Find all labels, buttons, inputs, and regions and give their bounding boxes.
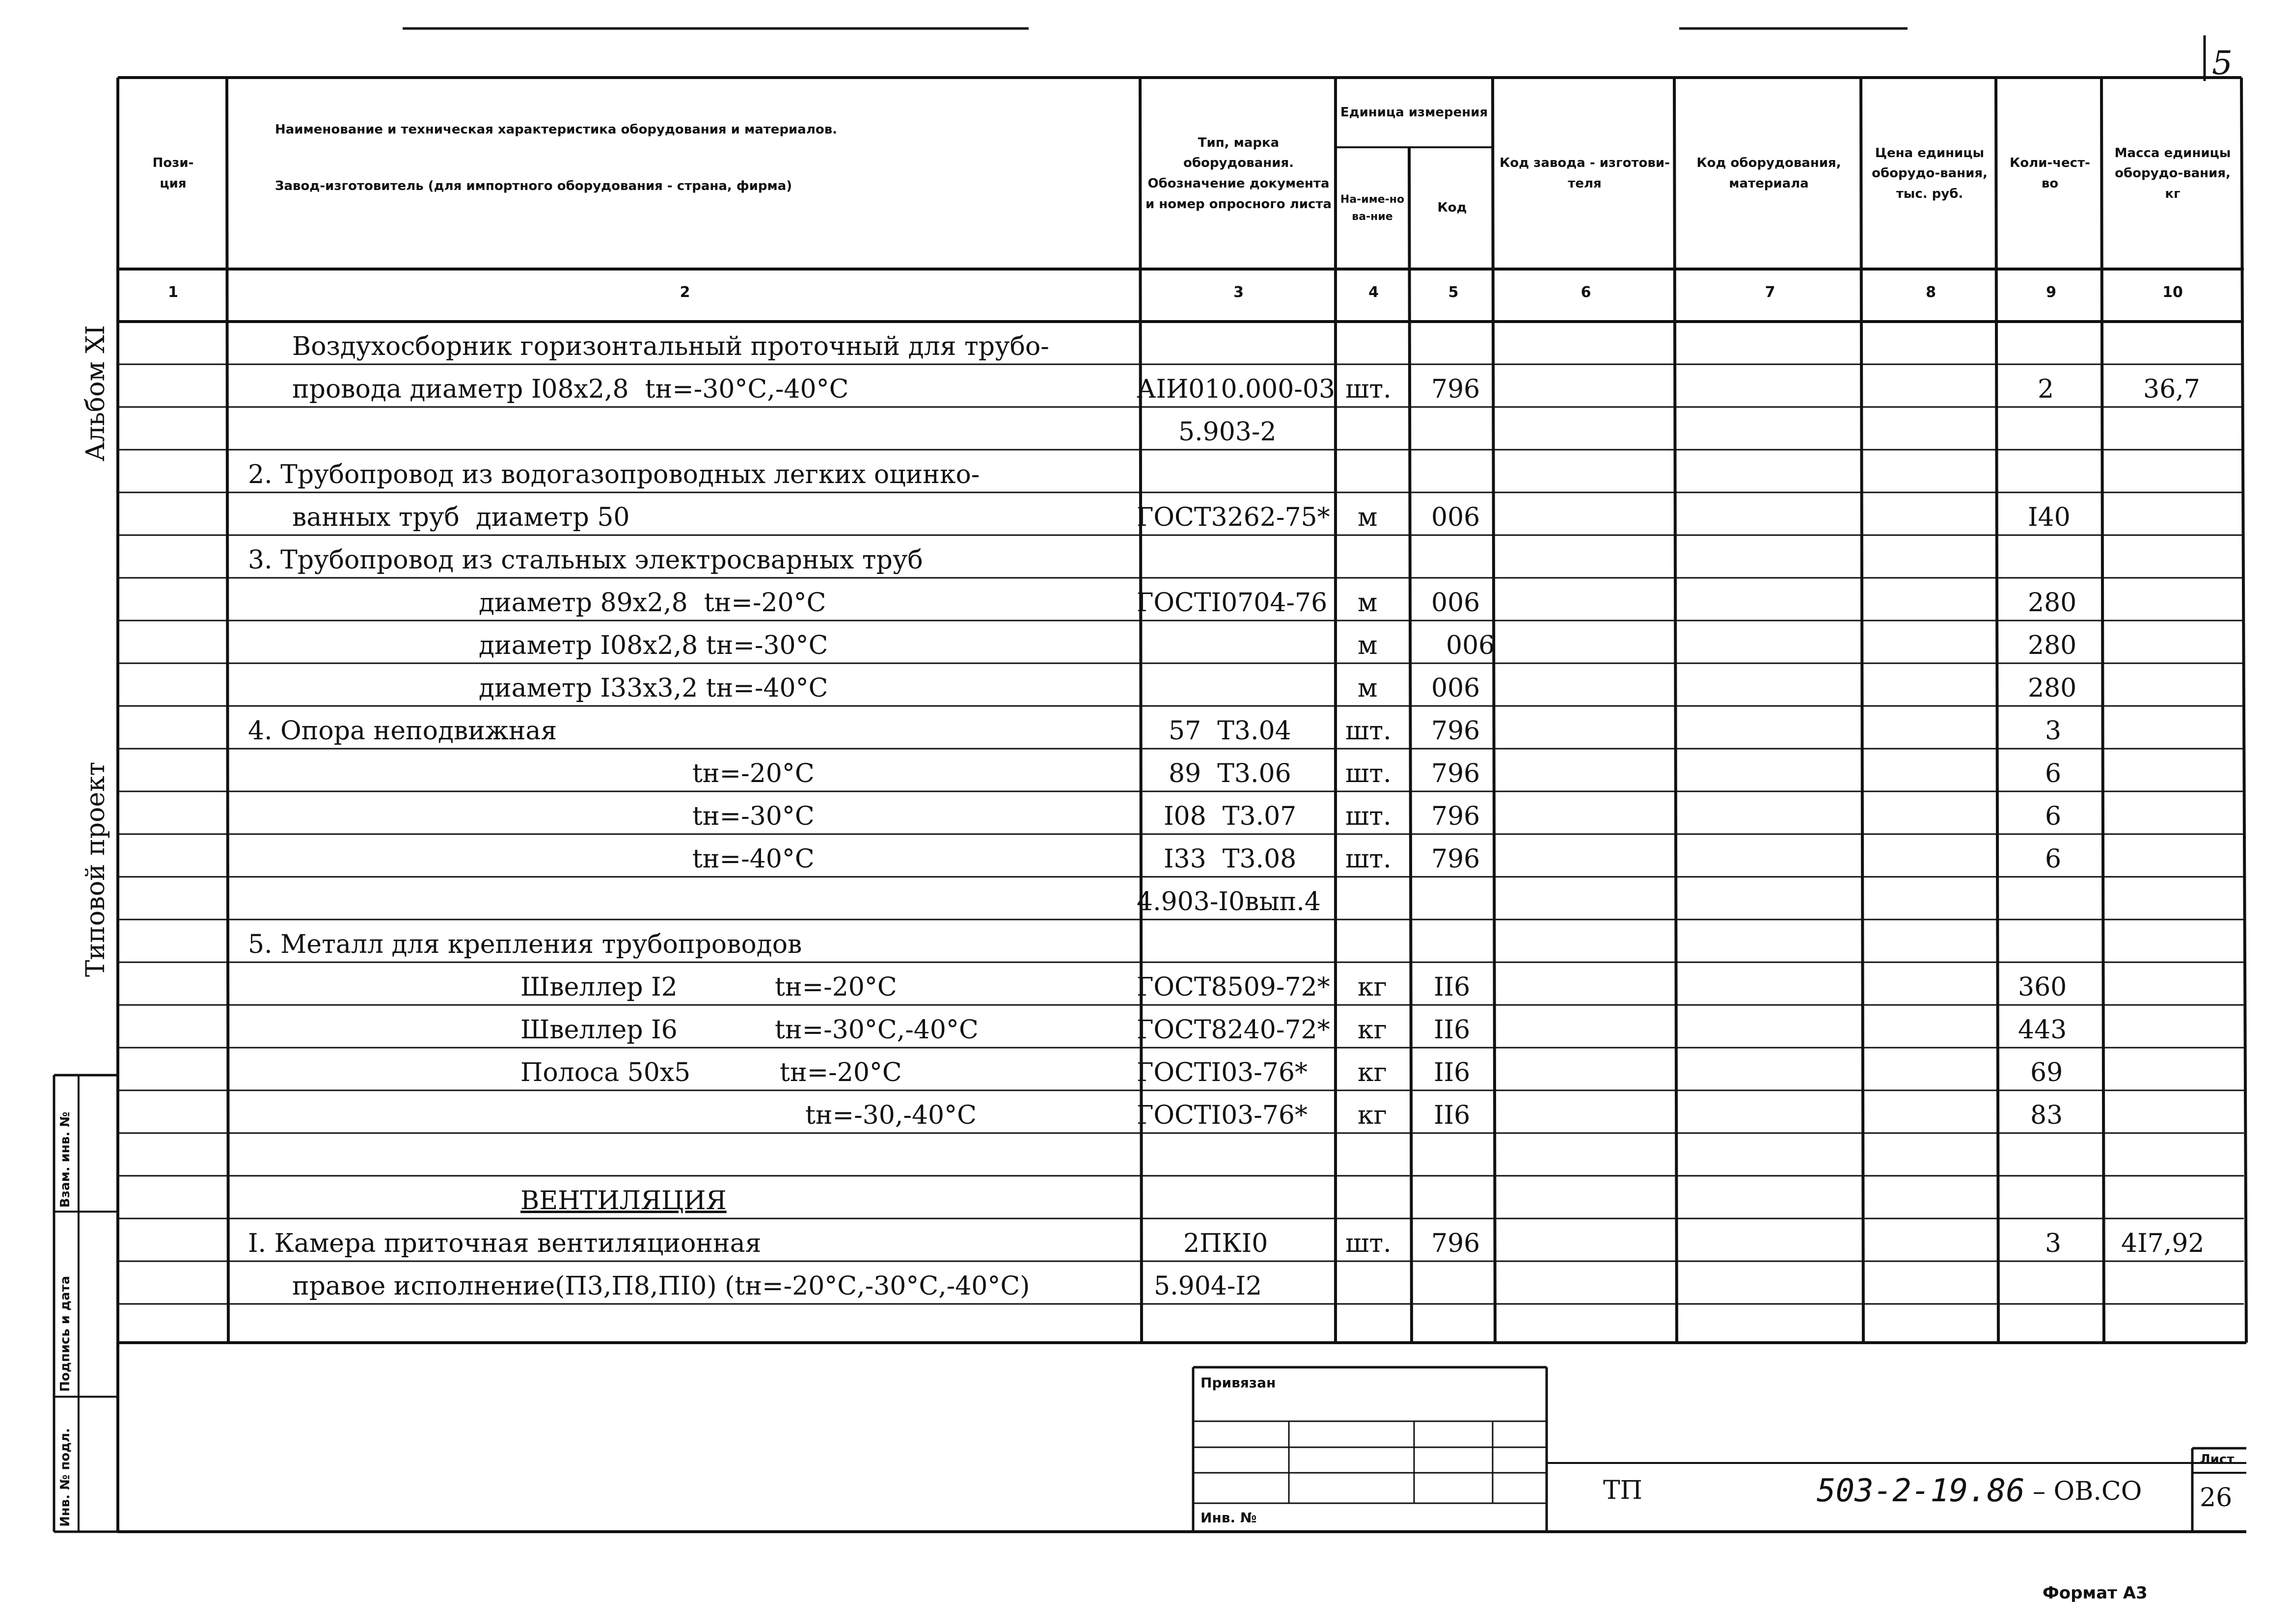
header-quantity: Коли-чест-во: [2010, 156, 2090, 191]
header-unit-name: На-име-нова-ние: [1340, 193, 1405, 223]
table-row-code: II6: [1434, 1058, 1471, 1087]
table-row-doc: 57 Т3.04: [1169, 716, 1291, 746]
table-row-name: диаметр 89x2,8 tн=-20°С: [479, 588, 826, 618]
table-row-doc: 5.904-I2: [1154, 1272, 1262, 1301]
table-row-unit: шт.: [1345, 844, 1391, 874]
table-row-doc: ГОСТI0704-76: [1137, 588, 1328, 618]
table-row-code: II6: [1434, 1015, 1471, 1045]
document-code: 503-2-19.86: [1817, 1473, 2025, 1509]
document-suffix: – ОВ.СО: [2033, 1477, 2142, 1506]
stamp-sign-label: Подпись и дата: [58, 1275, 73, 1392]
table-row-code: II6: [1434, 1101, 1471, 1130]
table-row-qty: 6: [2045, 802, 2062, 831]
table-row-name: 3. Трубопровод из стальных электросварных труб: [248, 545, 923, 575]
table-row-unit: кг: [1358, 1101, 1387, 1130]
col-number: 2: [680, 284, 690, 301]
format-label: Формат А3: [2043, 1583, 2148, 1603]
table-row-doc: АIИ010.000-03: [1137, 375, 1336, 404]
table-row-doc: ГОСТ3262-75*: [1137, 503, 1330, 532]
table-row-doc: 89 Т3.06: [1169, 759, 1291, 788]
table-row-unit: шт.: [1345, 716, 1391, 746]
table-row-code: II6: [1434, 973, 1471, 1002]
table-row-name: tн=-30°С: [692, 802, 815, 831]
table-row-code: 006: [1431, 503, 1480, 532]
stamp-inv-label: Инв. № подл.: [58, 1428, 73, 1527]
sheet-label: Лист: [2200, 1452, 2235, 1467]
table-row-doc: I08 Т3.07: [1164, 802, 1297, 831]
album-label: Альбом XI: [81, 325, 110, 461]
table-row-unit: м: [1358, 631, 1378, 660]
header-factory-code: Код завода - изготови-теля: [1500, 156, 1670, 191]
table-row-name: диаметр I33x3,2 tн=-40°С: [479, 674, 828, 703]
title-block-inv-no: Инв. №: [1200, 1510, 1257, 1526]
header-name-line2: Завод-изготовитель (для импортного оборудования - страна, фирма): [275, 179, 792, 194]
sheet-number: 26: [2200, 1483, 2233, 1513]
table-row-qty: 3: [2045, 1229, 2062, 1258]
table-row-qty: 6: [2045, 844, 2062, 874]
table-row-doc: ГОСТ8240-72*: [1137, 1015, 1330, 1045]
table-row-name: ванных труб диаметр 50: [292, 503, 630, 532]
table-row-unit: м: [1358, 674, 1378, 703]
table-row-qty: 3: [2045, 716, 2062, 746]
table-row-name: tн=-40°С: [692, 844, 815, 874]
table-row-doc: ГОСТI03-76*: [1137, 1101, 1308, 1130]
header-type: Тип, марка оборудования. Обозначение документа и номер опросного листа: [1146, 135, 1332, 212]
table-row-name: Воздухосборник горизонтальный проточный для трубо-: [292, 332, 1049, 361]
col-number: 1: [168, 284, 178, 301]
table-row-name: I. Камера приточная вентиляционная: [248, 1229, 762, 1258]
table-row-mass: 4I7,92: [2121, 1229, 2205, 1258]
table-row-qty: 280: [2028, 631, 2077, 660]
table-row-doc: ГОСТI03-76*: [1137, 1058, 1308, 1087]
header-unit: Единица измерения: [1340, 105, 1488, 120]
table-row-name: Полоса 50x5 tн=-20°С: [520, 1058, 902, 1087]
table-row-code: 006: [1431, 588, 1480, 618]
col-number: 5: [1448, 284, 1459, 301]
table-row-doc: I33 Т3.08: [1164, 844, 1297, 874]
table-row-name: Швеллер I2 tн=-20°С: [520, 973, 897, 1002]
table-row-name: диаметр I08x2,8 tн=-30°С: [479, 631, 828, 660]
header-equipment-code: Код оборудования, материала: [1696, 156, 1841, 191]
table-row-name: tн=-30,-40°С: [805, 1101, 977, 1130]
table-row-qty: 443: [2018, 1015, 2067, 1045]
header-position: Пози- ция: [152, 156, 194, 191]
section-title-ventilation: ВЕНТИЛЯЦИЯ: [520, 1186, 727, 1216]
table-row-qty: 280: [2028, 588, 2077, 618]
col-number: 10: [2162, 284, 2183, 301]
table-row-code: 006: [1431, 674, 1480, 703]
table-row-qty: 83: [2030, 1101, 2063, 1130]
table-row-name: 5. Металл для крепления трубопроводов: [248, 930, 802, 959]
col-number: 3: [1233, 284, 1244, 301]
header-price: Цена единицы оборудо-вания, тыс. руб.: [1872, 145, 1988, 201]
table-row-unit: шт.: [1345, 802, 1391, 831]
table-row-unit: м: [1358, 503, 1378, 532]
title-block-privyazan: Привязан: [1200, 1375, 1276, 1391]
table-row-doc: 5.903-2: [1178, 417, 1277, 447]
table-row-qty: I40: [2028, 503, 2071, 532]
table-row-qty: 6: [2045, 759, 2062, 788]
table-row-qty: 2: [2038, 375, 2054, 404]
table-row-unit: кг: [1358, 1015, 1387, 1045]
table-row-name: 4. Опора неподвижная: [248, 716, 557, 746]
table-row-doc: 2ПКI0: [1183, 1229, 1268, 1258]
table-row-unit: м: [1358, 588, 1378, 618]
col-number: 6: [1581, 284, 1591, 301]
table-row-code: 796: [1431, 802, 1480, 831]
table-row-name: провода диаметр I08x2,8 tн=-30°С,-40°С: [292, 375, 849, 404]
stamp-replace-label: Взам. инв. №: [58, 1111, 73, 1208]
table-row-code: 796: [1431, 844, 1480, 874]
table-row-code: 796: [1431, 1229, 1480, 1258]
page-corner-number: 5: [2212, 44, 2233, 82]
col-number: 8: [1926, 284, 1936, 301]
table-row-qty: 360: [2018, 973, 2067, 1002]
table-row-doc: ГОСТ8509-72*: [1137, 973, 1330, 1002]
table-row-code: 006: [1446, 631, 1495, 660]
table-row-unit: шт.: [1345, 759, 1391, 788]
col-number: 7: [1765, 284, 1775, 301]
table-row-mass: 36,7: [2143, 375, 2200, 404]
table-row-qty: 280: [2028, 674, 2077, 703]
table-row-name: tн=-20°С: [692, 759, 815, 788]
table-row-name: правое исполнение(П3,П8,ПI0) (tн=-20°С,-30°С,-40°С): [292, 1272, 1030, 1301]
table-row-code: 796: [1431, 375, 1480, 404]
header-name-line1: Наименование и техническая характеристика оборудования и материалов.: [275, 122, 838, 137]
table-row-unit: кг: [1358, 973, 1387, 1002]
title-block-tp: ТП: [1603, 1476, 1643, 1505]
table-row-unit: кг: [1358, 1058, 1387, 1087]
col-number: 9: [2046, 284, 2056, 301]
table-row-unit: шт.: [1345, 1229, 1391, 1258]
table-row-code: 796: [1431, 716, 1480, 746]
header-unit-code: Код: [1437, 200, 1467, 216]
table-row-qty: 69: [2030, 1058, 2063, 1087]
col-number: 4: [1368, 284, 1379, 301]
table-row-doc: 4.903-I0вып.4: [1137, 887, 1321, 917]
table-row-code: 796: [1431, 759, 1480, 788]
header-mass: Масса единицы оборудо-вания, кг: [2114, 145, 2231, 201]
table-row-name: Швеллер I6 tн=-30°С,-40°С: [520, 1015, 979, 1045]
table-row-unit: шт.: [1345, 375, 1391, 404]
table-row-name: 2. Трубопровод из водогазопроводных легких оцинко-: [248, 460, 980, 489]
project-label: Типовой проект: [81, 761, 110, 977]
